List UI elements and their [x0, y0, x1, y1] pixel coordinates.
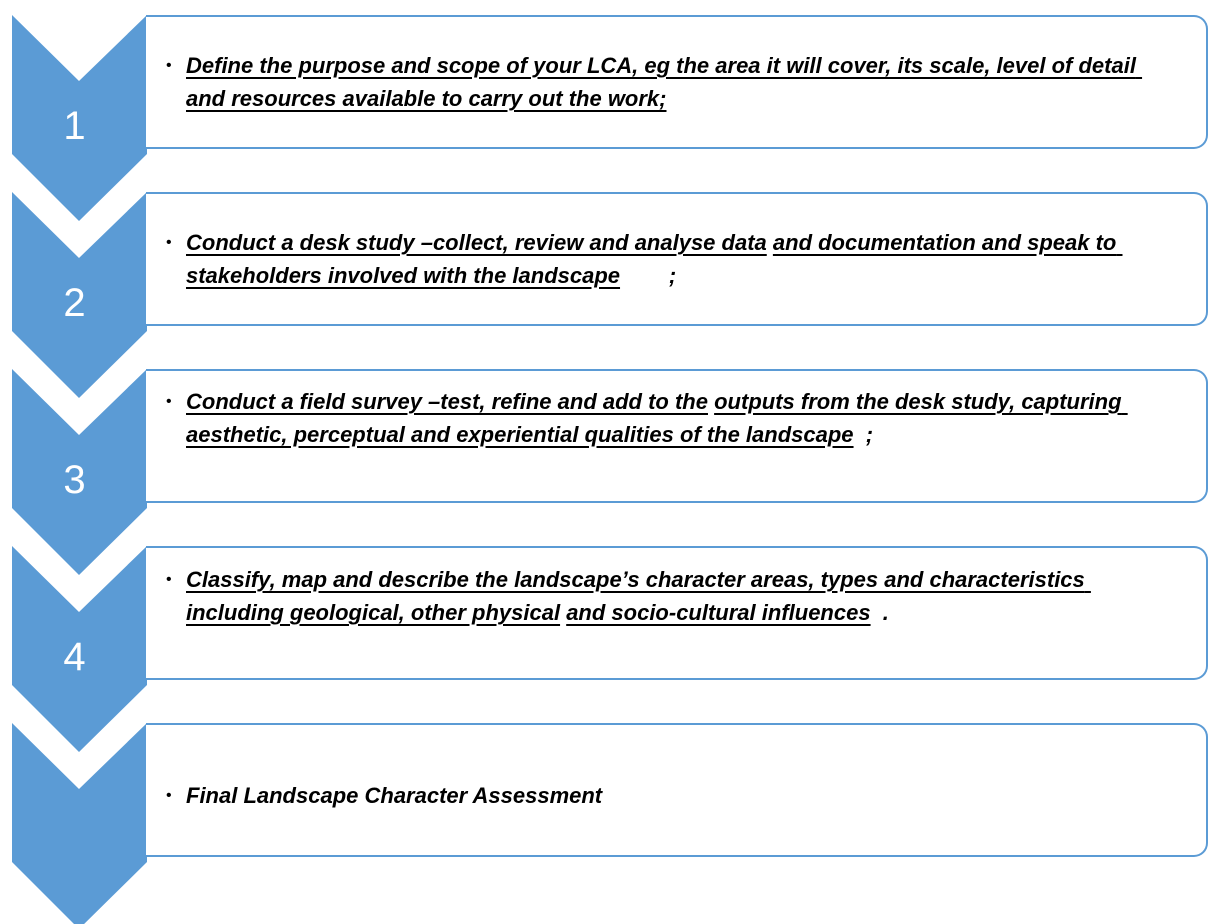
step-1-number: 1 [63, 104, 86, 148]
step-1-item [166, 49, 1148, 115]
step-4-number: 4 [63, 635, 86, 679]
bullet-icon: • [166, 787, 172, 804]
step-2-text [186, 226, 1148, 292]
step-1-text [186, 49, 1148, 115]
step-4-item [166, 563, 1148, 629]
underlined-text-segment: Classify, map and describe the landscape’s character areas, types and characteristics including geological, other physical [186, 567, 1091, 625]
step-5-item [166, 779, 1148, 812]
text-segment: ; [853, 422, 874, 447]
step-5-chevron [12, 723, 147, 924]
step-2-number: 2 [63, 281, 86, 325]
step-5-text [186, 779, 602, 812]
step-2-item [166, 226, 1148, 292]
bullet-icon: • [166, 571, 172, 588]
underlined-text-segment: and documentation and speak to stakeholders involved with the landscape [186, 230, 1123, 288]
underlined-text-segment: Conduct a field survey –test, refine and add to the [186, 389, 708, 414]
underlined-text-segment: Define the purpose and scope of your LCA, eg the area it will cover, its scale, level of detail and resources available to carry out the work; [186, 53, 1143, 111]
underlined-text-segment: outputs from the desk study, capturing aesthetic, perceptual and experiential qualities of the landscape [186, 389, 1128, 447]
text-segment: Final Landscape Character Assessment [186, 783, 603, 808]
text-segment: . [870, 600, 889, 625]
step-3-number: 3 [63, 458, 86, 502]
chevron-arrow-icon [12, 723, 147, 924]
step-3-text [186, 385, 1148, 451]
underlined-text-segment: and socio-cultural influences [566, 600, 871, 625]
bullet-icon: • [166, 393, 172, 410]
underlined-text-segment: Conduct a desk study –collect, review and analyse data [186, 230, 767, 255]
step-3-item [166, 385, 1148, 451]
step-4-text [186, 563, 1148, 629]
text-segment: ; [620, 263, 677, 288]
bullet-icon: • [166, 234, 172, 251]
bullet-icon: • [166, 57, 172, 74]
